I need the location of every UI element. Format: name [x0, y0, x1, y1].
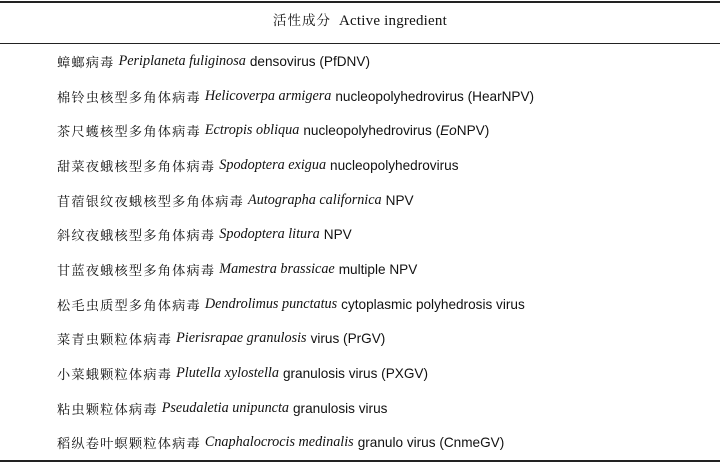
row-name-zh: 粘虫颗粒体病毒 — [57, 402, 158, 418]
row-scientific-name: Mamestra brassicae — [219, 260, 335, 277]
row-name-zh: 茶尺蠖核型多角体病毒 — [57, 125, 201, 141]
row-virus-abbrev-italic: Eo — [440, 123, 457, 139]
row-virus-type: granulosis virus (PXGV) — [282, 366, 428, 382]
table-header — [0, 9, 720, 30]
row-name-zh: 松毛虫质型多角体病毒 — [57, 298, 201, 314]
table-row — [57, 79, 717, 114]
header-label-en: Active ingredient — [339, 13, 447, 29]
row-scientific-name: Spodoptera litura — [219, 226, 320, 243]
table-row — [57, 252, 717, 287]
row-name-zh: 斜纹夜蛾核型多角体病毒 — [57, 229, 216, 245]
table-row — [57, 356, 717, 391]
row-virus-type: cytoplasmic polyhedrosis virus — [341, 296, 525, 312]
table-row — [57, 426, 717, 461]
row-virus-type-pre: nucleopolyhedrovirus ( — [303, 123, 441, 139]
row-scientific-name: Dendrolimus punctatus — [204, 295, 338, 312]
row-virus-type: densovirus (PfDNV) — [249, 53, 370, 69]
row-scientific-name: Spodoptera exigua — [219, 156, 327, 173]
row-name-zh: 菜青虫颗粒体病毒 — [57, 333, 173, 349]
table-row — [57, 322, 717, 357]
table-body — [57, 44, 717, 460]
table-row — [57, 113, 717, 148]
row-virus-type — [303, 123, 489, 138]
row-virus-type: nucleopolyhedrovirus (HearNPV) — [335, 88, 535, 104]
row-virus-type: nucleopolyhedrovirus — [330, 157, 459, 173]
row-name-zh: 小菜蛾颗粒体病毒 — [57, 368, 173, 384]
row-scientific-name: Pseudaletia unipuncta — [161, 399, 289, 416]
row-scientific-name: Periplaneta fuliginosa — [118, 52, 246, 69]
row-virus-type: virus (PrGV) — [310, 331, 386, 347]
row-scientific-name: Plutella xylostella — [176, 365, 279, 382]
bottom-rule — [0, 460, 720, 462]
table-row — [57, 44, 717, 79]
table-row — [57, 183, 717, 218]
row-scientific-name: Pierisrapae granulosis — [176, 330, 307, 347]
row-scientific-name: Autographa californica — [248, 191, 382, 208]
table-row — [57, 217, 717, 252]
row-virus-type: granulo virus (CnmeGV) — [357, 435, 505, 451]
row-virus-type: multiple NPV — [338, 261, 418, 277]
row-virus-type: NPV — [385, 192, 414, 208]
row-name-zh: 蟑螂病毒 — [57, 55, 115, 71]
row-name-zh: 苜蓿银纹夜蛾核型多角体病毒 — [57, 194, 245, 210]
top-rule — [0, 1, 720, 3]
table-row — [57, 287, 717, 322]
row-name-zh: 甜菜夜蛾核型多角体病毒 — [57, 159, 216, 175]
row-scientific-name: Helicoverpa armigera — [204, 87, 332, 104]
table-row — [57, 148, 717, 183]
row-name-zh: 甘蓝夜蛾核型多角体病毒 — [57, 263, 216, 279]
table-row — [57, 391, 717, 426]
row-scientific-name: Ectropis obliqua — [204, 122, 300, 139]
row-virus-type: granulosis virus — [293, 400, 388, 416]
row-name-zh: 稻纵卷叶螟颗粒体病毒 — [57, 437, 201, 453]
row-name-zh: 棉铃虫核型多角体病毒 — [57, 90, 201, 106]
row-scientific-name: Cnaphalocrocis medinalis — [204, 434, 354, 451]
header-label-zh: 活性成分 — [273, 13, 332, 29]
row-virus-type: NPV — [323, 227, 352, 243]
row-virus-type-post: NPV) — [456, 123, 490, 139]
